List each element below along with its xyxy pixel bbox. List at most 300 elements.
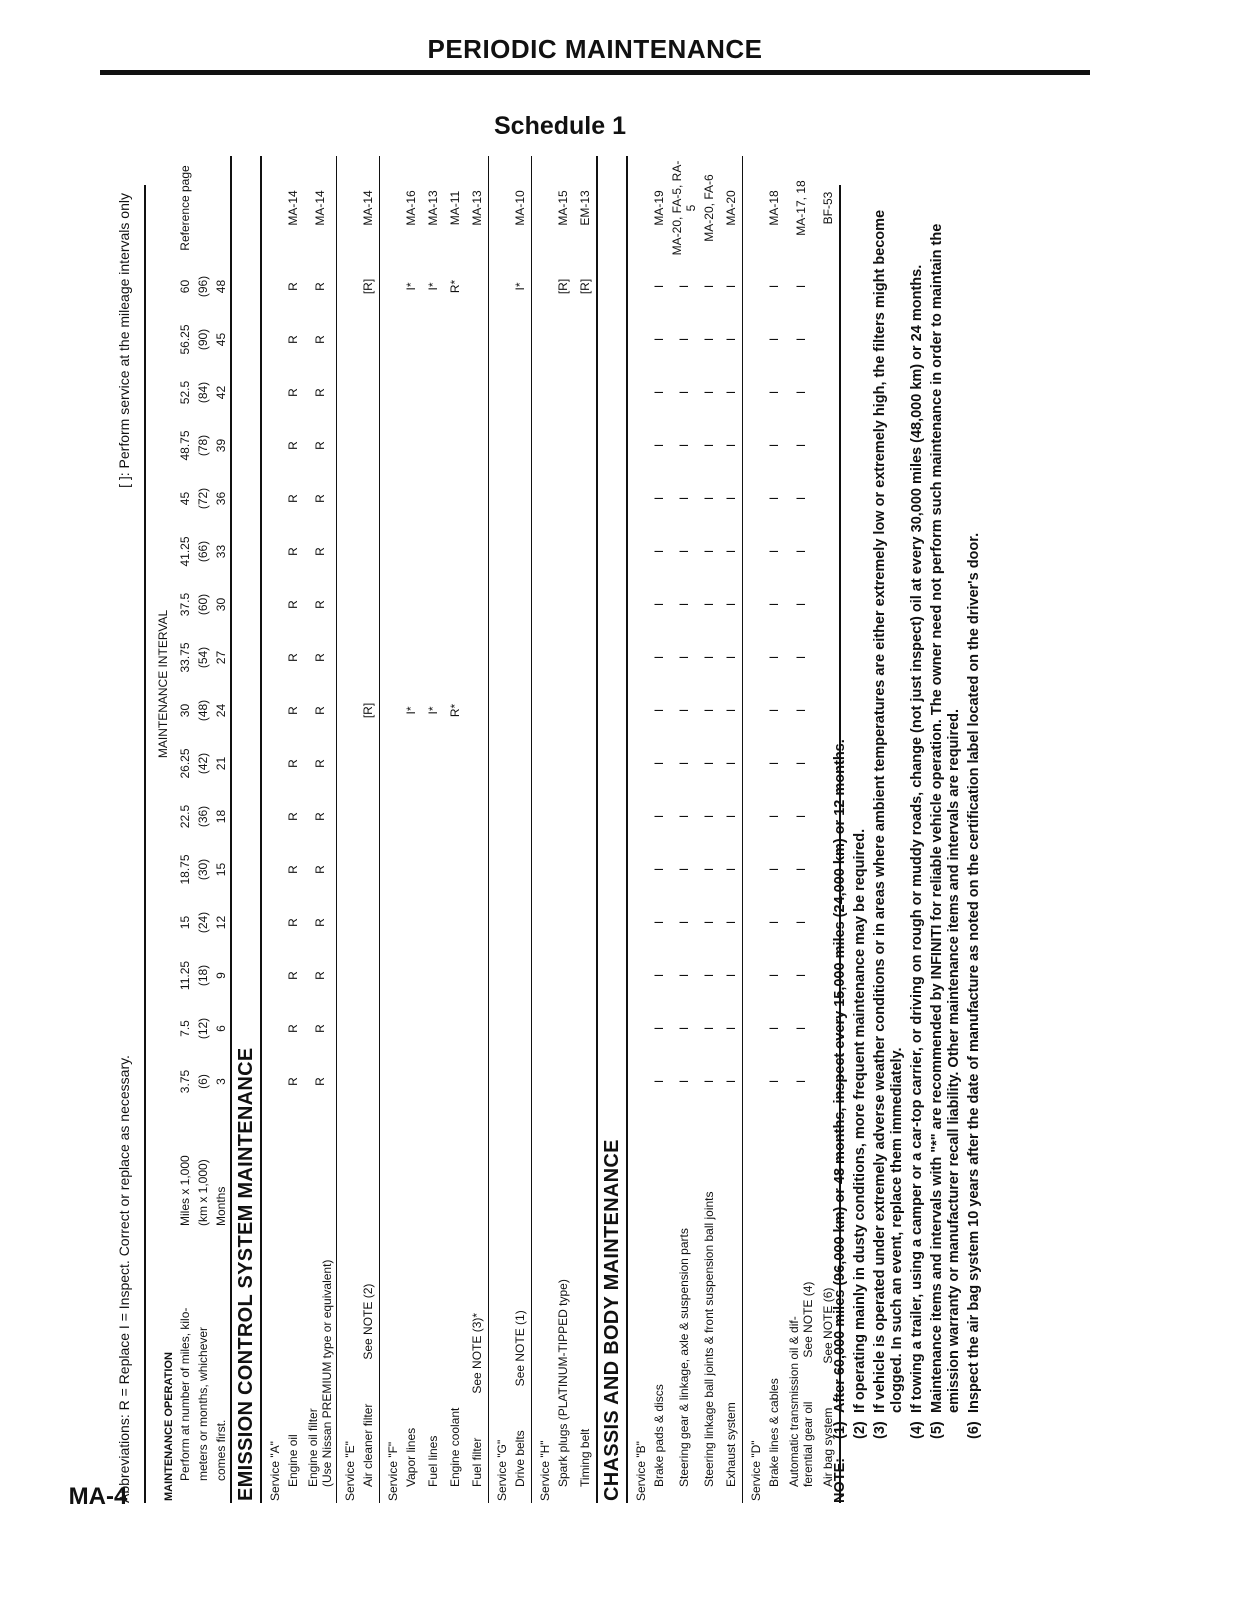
- interval-cell: [552, 843, 574, 896]
- interval-cell: [400, 419, 422, 472]
- item-note: See NOTE (3)*: [470, 1312, 484, 1394]
- interval-cell: R: [313, 918, 327, 927]
- interval-cell: [444, 949, 466, 1002]
- interval-cell: [357, 313, 380, 366]
- interval-cell: R: [313, 812, 327, 821]
- note-item: [872, 189, 906, 1439]
- interval-header-label: [176, 1108, 194, 1503]
- interval-cell: I: [794, 496, 808, 501]
- interval-cell: [400, 472, 422, 525]
- interval-cell: [509, 419, 532, 472]
- interval-value: (36): [196, 805, 210, 828]
- item-label-text: Vapor lines: [404, 1427, 418, 1487]
- interval-cell: [444, 1002, 466, 1055]
- service-label: Service "E": [337, 156, 358, 1503]
- item-label-text: Steering gear & linkage, axle & suspension parts: [677, 1228, 691, 1487]
- interval-cell: [357, 790, 380, 843]
- interval-cell: [R]: [361, 702, 375, 719]
- interval-cell: I: [794, 443, 808, 448]
- interval-cell: [400, 843, 422, 896]
- interval-cell: [357, 366, 380, 419]
- item-note: See NOTE (4): [801, 1281, 815, 1358]
- item-label-text: Drive belts: [513, 1430, 527, 1487]
- interval-cell: I: [677, 761, 691, 766]
- interval-cell: [400, 525, 422, 578]
- item-label-text-2: (Use Nissan PREMIUM type or equivalent): [320, 1259, 334, 1487]
- interval-cell: [444, 737, 466, 790]
- interval-value: (90): [196, 328, 210, 351]
- interval-value: 12: [214, 915, 228, 930]
- fuel-filter-row: [466, 156, 489, 1503]
- reference-page: MA-18: [767, 190, 781, 226]
- service-label: Service "A": [268, 1441, 282, 1501]
- interval-cell: I: [724, 708, 738, 713]
- interval-cell: I: [652, 920, 666, 925]
- interval-cell: R: [286, 547, 300, 556]
- reference-page: MA-20, FA-5, RA-5: [670, 160, 698, 256]
- interval-value: 30: [214, 597, 228, 612]
- interval-cell: [444, 843, 466, 896]
- fuel-filter-row-label: [466, 1108, 489, 1503]
- service-row: [261, 156, 282, 1503]
- interval-cell: [444, 313, 466, 366]
- interval-cell: [509, 896, 532, 949]
- interval-cell: R: [286, 388, 300, 397]
- item-label-text: Spark plugs (PLATINUM-TIPPED type): [556, 1279, 570, 1487]
- interval-cell: I: [702, 1079, 716, 1084]
- interval-cell: I: [794, 1026, 808, 1031]
- interval-cell: I: [767, 867, 781, 872]
- interval-cell: I: [702, 973, 716, 978]
- service-row: [380, 156, 401, 1503]
- interval-cell: [466, 737, 489, 790]
- interval-cell: [574, 1055, 597, 1108]
- interval-cell: [509, 313, 532, 366]
- maintenance-table-body: [146, 156, 839, 1503]
- interval-cell: [509, 737, 532, 790]
- interval-value: 36: [214, 491, 228, 506]
- interval-cell: I: [652, 443, 666, 448]
- interval-cell: [552, 949, 574, 1002]
- interval-cell: [509, 472, 532, 525]
- item-label-text: Automatic transmission oil & dif-: [787, 1316, 801, 1487]
- interval-cell: [552, 896, 574, 949]
- interval-value: (84): [196, 381, 210, 404]
- interval-cell: I: [702, 708, 716, 713]
- interval-cell: I: [677, 920, 691, 925]
- interval-cell: [552, 790, 574, 843]
- interval-value: 33.75: [178, 642, 192, 673]
- interval-cell: I: [767, 443, 781, 448]
- interval-cell: [357, 525, 380, 578]
- reference-page: MA-14: [361, 190, 375, 226]
- fuel-lines-row-label: [422, 1108, 444, 1503]
- interval-cell: [422, 1055, 444, 1108]
- interval-cell: [574, 472, 597, 525]
- interval-cell: [422, 525, 444, 578]
- interval-value: (24): [196, 911, 210, 934]
- reference-page: MA-20: [724, 190, 738, 226]
- interval-cell: [400, 949, 422, 1002]
- interval-cell: I*: [404, 282, 418, 291]
- interval-cell: [400, 1002, 422, 1055]
- interval-value: 37.5: [178, 592, 192, 617]
- interval-value: 7.5: [178, 1020, 192, 1037]
- interval-cell: [422, 843, 444, 896]
- bracket-note: [ ]: Perform service at the mileage intervals only: [116, 193, 132, 488]
- interval-cell: I: [677, 1026, 691, 1031]
- interval-cell: [400, 313, 422, 366]
- interval-cell: I: [767, 1079, 781, 1084]
- interval-value: 27: [214, 650, 228, 665]
- engine-coolant-row: [444, 156, 466, 1503]
- interval-cell: R: [313, 494, 327, 503]
- reference-heading: Reference page: [178, 165, 192, 251]
- interval-cell: I: [794, 973, 808, 978]
- interval-cell: R: [286, 282, 300, 291]
- interval-cell: I: [767, 708, 781, 713]
- reference-page: BF-53: [821, 191, 835, 225]
- interval-cell: I: [767, 1026, 781, 1031]
- interval-cell: R: [286, 759, 300, 768]
- interval-cell: I: [677, 814, 691, 819]
- interval-value: (18): [196, 964, 210, 987]
- interval-cell: R: [286, 865, 300, 874]
- interval-cell: [574, 949, 597, 1002]
- interval-cell: I: [767, 920, 781, 925]
- interval-cell: I: [724, 1079, 738, 1084]
- interval-cell: I: [702, 867, 716, 872]
- interval-cell: I: [724, 443, 738, 448]
- interval-value: 30: [178, 703, 192, 718]
- interval-cell: I: [724, 1026, 738, 1031]
- interval-cell: [422, 578, 444, 631]
- emission-section-title: [231, 156, 261, 1503]
- page-header-title: PERIODIC MAINTENANCE: [427, 34, 763, 64]
- service-label: Service "G": [489, 156, 510, 1503]
- interval-cell: I: [794, 655, 808, 660]
- interval-cell: [552, 525, 574, 578]
- reference-page: MA-15: [556, 190, 570, 226]
- interval-cell: [R]: [578, 278, 592, 295]
- interval-cell: I*: [426, 706, 440, 715]
- interval-value: 11.25: [178, 960, 192, 991]
- interval-cell: I: [702, 814, 716, 819]
- interval-cell: [400, 737, 422, 790]
- interval-cell: I: [724, 867, 738, 872]
- brake-lines-row-label: [763, 1108, 785, 1503]
- interval-cell: [422, 472, 444, 525]
- interval-cell: [400, 896, 422, 949]
- reference-page: MA-10: [513, 190, 527, 226]
- interval-cell: [400, 578, 422, 631]
- interval-cell: I: [794, 284, 808, 289]
- item-label-text: Brake lines & cables: [767, 1378, 781, 1487]
- service-row: [489, 156, 510, 1503]
- service-row: [337, 156, 358, 1503]
- interval-cell: I: [724, 761, 738, 766]
- interval-cell: [422, 896, 444, 949]
- reference-page: EM-13: [578, 190, 592, 226]
- interval-cell: I: [767, 496, 781, 501]
- interval-cell: I: [677, 443, 691, 448]
- interval-cell: [574, 790, 597, 843]
- interval-cell: [574, 366, 597, 419]
- interval-cell: I: [652, 337, 666, 342]
- interval-cell: I: [724, 814, 738, 819]
- item-label-text: Engine oil filter: [306, 1408, 320, 1487]
- interval-cell: [444, 896, 466, 949]
- interval-cell: [444, 1055, 466, 1108]
- interval-unit-label: (km x 1,000): [196, 1159, 210, 1226]
- interval-cell: I: [724, 284, 738, 289]
- interval-cell: I: [677, 390, 691, 395]
- interval-cell: R: [313, 1077, 327, 1086]
- steering-gear-row-label: [670, 1108, 698, 1503]
- timing-belt-row-label: [574, 1108, 597, 1503]
- interval-cell: I: [652, 1026, 666, 1031]
- interval-cell: I: [652, 867, 666, 872]
- item-label-text: Exhaust system: [724, 1402, 738, 1487]
- interval-cell: I: [652, 708, 666, 713]
- interval-value: 39: [214, 438, 228, 453]
- abbreviations-text: Abbreviations: R = Replace I = Inspect. Correct or replace as necessary.: [116, 1055, 132, 1503]
- interval-cell: I: [794, 761, 808, 766]
- interval-header-row: [176, 156, 194, 1503]
- reference-page: MA-20, FA-6: [702, 174, 716, 242]
- note-item: [832, 189, 849, 1439]
- interval-cell: R: [286, 653, 300, 662]
- interval-cell: R: [313, 282, 327, 291]
- interval-value: (12): [196, 1017, 210, 1040]
- interval-cell: [357, 1002, 380, 1055]
- service-label: Service "F": [380, 156, 401, 1503]
- interval-cell: I: [724, 973, 738, 978]
- steering-gear-row: [670, 156, 698, 1503]
- interval-cell: [357, 631, 380, 684]
- interval-cell: I: [794, 814, 808, 819]
- interval-cell: [357, 843, 380, 896]
- interval-cell: [422, 313, 444, 366]
- reference-page: MA-13: [426, 190, 440, 226]
- interval-cell: R: [286, 441, 300, 450]
- perform-text-line: Perform at number of miles, kilo-: [178, 1307, 192, 1481]
- item-label-text: Air cleaner filter: [361, 1403, 375, 1487]
- chassis-section-title-text: CHASSIS AND BODY MAINTENANCE: [597, 156, 627, 1503]
- interval-cell: I: [794, 867, 808, 872]
- interval-cell: [444, 631, 466, 684]
- interval-cell: [552, 313, 574, 366]
- interval-cell: [509, 684, 532, 737]
- exhaust-row-label: [720, 1108, 743, 1503]
- interval-cell: R: [286, 1024, 300, 1033]
- notes-label: NOTE:: [832, 1457, 848, 1503]
- interval-cell: [466, 366, 489, 419]
- drive-belts-row-label: [509, 1108, 532, 1503]
- interval-cell: I: [652, 390, 666, 395]
- interval-cell: I: [767, 761, 781, 766]
- interval-value: 56.25: [178, 324, 192, 355]
- interval-cell: R: [286, 494, 300, 503]
- interval-cell: [509, 1002, 532, 1055]
- interval-cell: [357, 419, 380, 472]
- reference-page: MA-14: [286, 190, 300, 226]
- interval-cell: I: [794, 602, 808, 607]
- interval-cell: [466, 684, 489, 737]
- interval-cell: I: [677, 602, 691, 607]
- interval-cell: [509, 1055, 532, 1108]
- air-cleaner-row: [357, 156, 380, 1503]
- interval-value: 48.75: [178, 430, 192, 461]
- interval-cell: [552, 1055, 574, 1108]
- interval-cell: [466, 578, 489, 631]
- interval-cell: [509, 843, 532, 896]
- maintenance-sheet: [110, 160, 1070, 1515]
- interval-cell: R: [286, 812, 300, 821]
- interval-cell: I: [702, 655, 716, 660]
- item-label-text-2: ferential gear oil: [801, 1401, 815, 1487]
- interval-cell: [509, 366, 532, 419]
- note-number: (4): [909, 1421, 925, 1439]
- interval-cell: R*: [448, 703, 462, 718]
- interval-cell: I*: [426, 282, 440, 291]
- interval-value: (72): [196, 487, 210, 510]
- item-label-text: Brake pads & discs: [652, 1384, 666, 1487]
- interval-value: 3: [214, 1078, 228, 1085]
- interval-value: (30): [196, 858, 210, 881]
- reference-page: MA-11: [448, 190, 462, 226]
- interval-cell: I: [767, 549, 781, 554]
- interval-cell: R: [286, 600, 300, 609]
- note-number: (6): [966, 1421, 982, 1439]
- interval-cell: [552, 578, 574, 631]
- interval-heading: MAINTENANCE INTERVAL: [156, 609, 170, 759]
- service-label: Service "H": [532, 156, 553, 1503]
- note-text: After 60,000 miles (96,000 km) or 48 months, inspect every 15,000 miles (24,000 km) or 12 months.: [832, 739, 848, 1413]
- interval-cell: I: [652, 761, 666, 766]
- interval-cell: [574, 737, 597, 790]
- interval-cell: [400, 1055, 422, 1108]
- interval-cell: I: [702, 284, 716, 289]
- interval-cell: R: [286, 918, 300, 927]
- interval-cell: I: [794, 390, 808, 395]
- interval-cell: I: [794, 920, 808, 925]
- item-label-text: Fuel lines: [426, 1435, 440, 1487]
- interval-cell: [422, 790, 444, 843]
- interval-cell: [400, 631, 422, 684]
- interval-cell: [574, 843, 597, 896]
- interval-cell: I: [767, 390, 781, 395]
- item-label-text: Engine oil: [286, 1434, 300, 1487]
- item-note: See NOTE (1): [513, 1310, 527, 1387]
- notes-list: [832, 189, 986, 1439]
- interval-cell: I: [724, 390, 738, 395]
- interval-cell: [444, 419, 466, 472]
- interval-cell: I: [724, 337, 738, 342]
- air-cleaner-row-label: [357, 1108, 380, 1503]
- interval-cell: R: [313, 547, 327, 556]
- interval-cell: I: [724, 655, 738, 660]
- interval-cell: I*: [404, 706, 418, 715]
- perform-text-line: meters or months, whichever: [196, 1326, 210, 1481]
- interval-header-label: [194, 1108, 212, 1503]
- interval-cell: [466, 472, 489, 525]
- engine-oil-filter-row-label: [304, 1108, 337, 1503]
- drive-belts-row: [509, 156, 532, 1503]
- item-label-text: Engine coolant: [448, 1407, 462, 1487]
- interval-cell: I: [767, 602, 781, 607]
- interval-value: (78): [196, 434, 210, 457]
- interval-cell: I: [652, 602, 666, 607]
- interval-cell: [466, 419, 489, 472]
- interval-cell: I: [702, 337, 716, 342]
- interval-cell: I: [652, 1079, 666, 1084]
- interval-value: (42): [196, 752, 210, 775]
- interval-cell: [444, 790, 466, 843]
- interval-cell: I: [724, 602, 738, 607]
- interval-cell: [357, 949, 380, 1002]
- interval-cell: [574, 684, 597, 737]
- interval-value: (6): [196, 1074, 210, 1089]
- note-number: (2): [852, 1421, 868, 1439]
- reference-page: MA-13: [470, 190, 484, 226]
- interval-cell: I: [767, 973, 781, 978]
- reference-page: MA-19: [652, 190, 666, 226]
- interval-header-row: [194, 156, 212, 1503]
- interval-cell: I: [677, 655, 691, 660]
- interval-cell: I: [702, 920, 716, 925]
- interval-value: 33: [214, 544, 228, 559]
- interval-cell: I: [794, 1079, 808, 1084]
- abbreviations-line: [116, 185, 138, 1515]
- vapor-lines-row-label: [400, 1108, 422, 1503]
- interval-cell: I: [767, 655, 781, 660]
- interval-cell: [422, 366, 444, 419]
- interval-cell: I: [652, 284, 666, 289]
- interval-value: 48: [214, 279, 228, 294]
- interval-cell: I: [677, 708, 691, 713]
- interval-cell: I: [652, 973, 666, 978]
- interval-value: 15: [178, 915, 192, 930]
- interval-cell: I: [794, 337, 808, 342]
- note-item: [852, 189, 869, 1439]
- interval-cell: [466, 1055, 489, 1108]
- interval-cell: [444, 525, 466, 578]
- vapor-lines-row: [400, 156, 422, 1503]
- note-text: If towing a trailer, using a camper or a car-top carrier, or driving on rough or muddy roads, change (not just inspect) oil at every 30,000 miles (48,000 km) or 24 months.: [909, 264, 925, 1413]
- interval-cell: [422, 1002, 444, 1055]
- interval-cell: I: [652, 496, 666, 501]
- interval-cell: [357, 896, 380, 949]
- interval-cell: [444, 578, 466, 631]
- interval-cell: [422, 419, 444, 472]
- interval-cell: I: [677, 867, 691, 872]
- interval-cell: [466, 260, 489, 313]
- note-item: [966, 189, 983, 1439]
- interval-cell: [422, 631, 444, 684]
- interval-value: 15: [214, 862, 228, 877]
- interval-cell: I: [702, 496, 716, 501]
- header-rule: [100, 70, 1090, 75]
- item-label-text: Steering linkage ball joints & front suspension ball joints: [702, 1191, 716, 1487]
- interval-value: (48): [196, 699, 210, 722]
- interval-cell: [552, 366, 574, 419]
- item-note: See NOTE (2): [361, 1283, 375, 1360]
- interval-cell: R: [313, 971, 327, 980]
- interval-cell: I: [767, 814, 781, 819]
- engine-coolant-row-label: [444, 1108, 466, 1503]
- brake-pads-row: [648, 156, 670, 1503]
